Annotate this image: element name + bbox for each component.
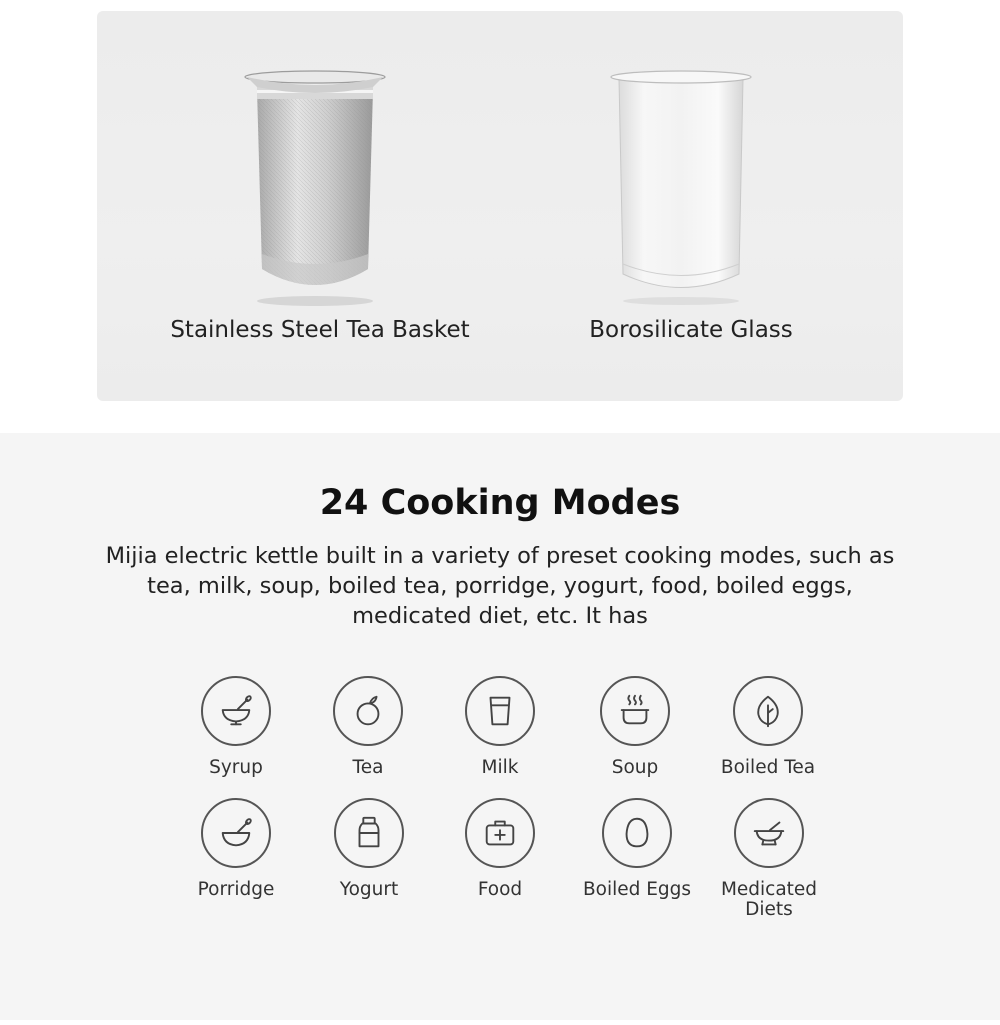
mode-soup [565,676,705,778]
mode-label: Yogurt [339,879,399,900]
mode-yogurt [299,798,439,900]
product-card [97,11,903,401]
mode-icon-circle [334,798,404,868]
mode-label: Syrup [209,757,263,778]
mode-icon-circle [201,798,271,868]
mode-label: Soup [611,757,659,778]
mode-milk [430,676,570,778]
bowl-spoon-icon [217,692,255,730]
mode-label: Boiled Tea [720,757,816,778]
mode-porridge [166,798,306,900]
mode-icon-circle [734,798,804,868]
mode-icon-circle [602,798,672,868]
mode-icon-circle [333,676,403,746]
mode-tea [298,676,438,778]
mode-label: Food [477,879,523,900]
yogurt-bottle-icon [350,814,388,852]
tea-basket-image [237,69,397,309]
mode-food [430,798,570,900]
mode-label: Tea [352,757,384,778]
glass-cup-image [607,69,757,309]
mode-label: Boiled Eggs [582,879,692,900]
mode-icon-circle [465,676,535,746]
fruit-icon [349,692,387,730]
bowl-spoon-icon [217,814,255,852]
steaming-bowl-icon [616,692,654,730]
tea-basket-label: Stainless Steel Tea Basket [170,317,470,343]
mortar-icon [750,814,788,852]
food-box-icon [481,814,519,852]
glass-label: Borosilicate Glass [589,317,793,343]
mode-syrup [166,676,306,778]
mode-label: Medicated Diets [720,879,818,920]
mode-boiled-tea [698,676,838,778]
mode-icon-circle [465,798,535,868]
mode-boiled-eggs [567,798,707,900]
mode-icon-circle [733,676,803,746]
mode-icon-circle [201,676,271,746]
mode-icon-circle [600,676,670,746]
mode-label: Porridge [197,879,275,900]
mode-medicated-diets [699,798,839,920]
section-title: 24 Cooking Modes [319,483,681,523]
egg-icon [618,814,656,852]
leaf-icon [749,692,787,730]
section-description: Mijia electric kettle built in a variety of preset cooking modes, such as tea, milk, soup, boiled tea, porridge, yogurt, food, boiled eggs, medicated diet, etc. It has [105,543,895,629]
cooking-modes-section [0,433,1000,1020]
glass-icon [481,692,519,730]
mode-label: Milk [481,757,519,778]
